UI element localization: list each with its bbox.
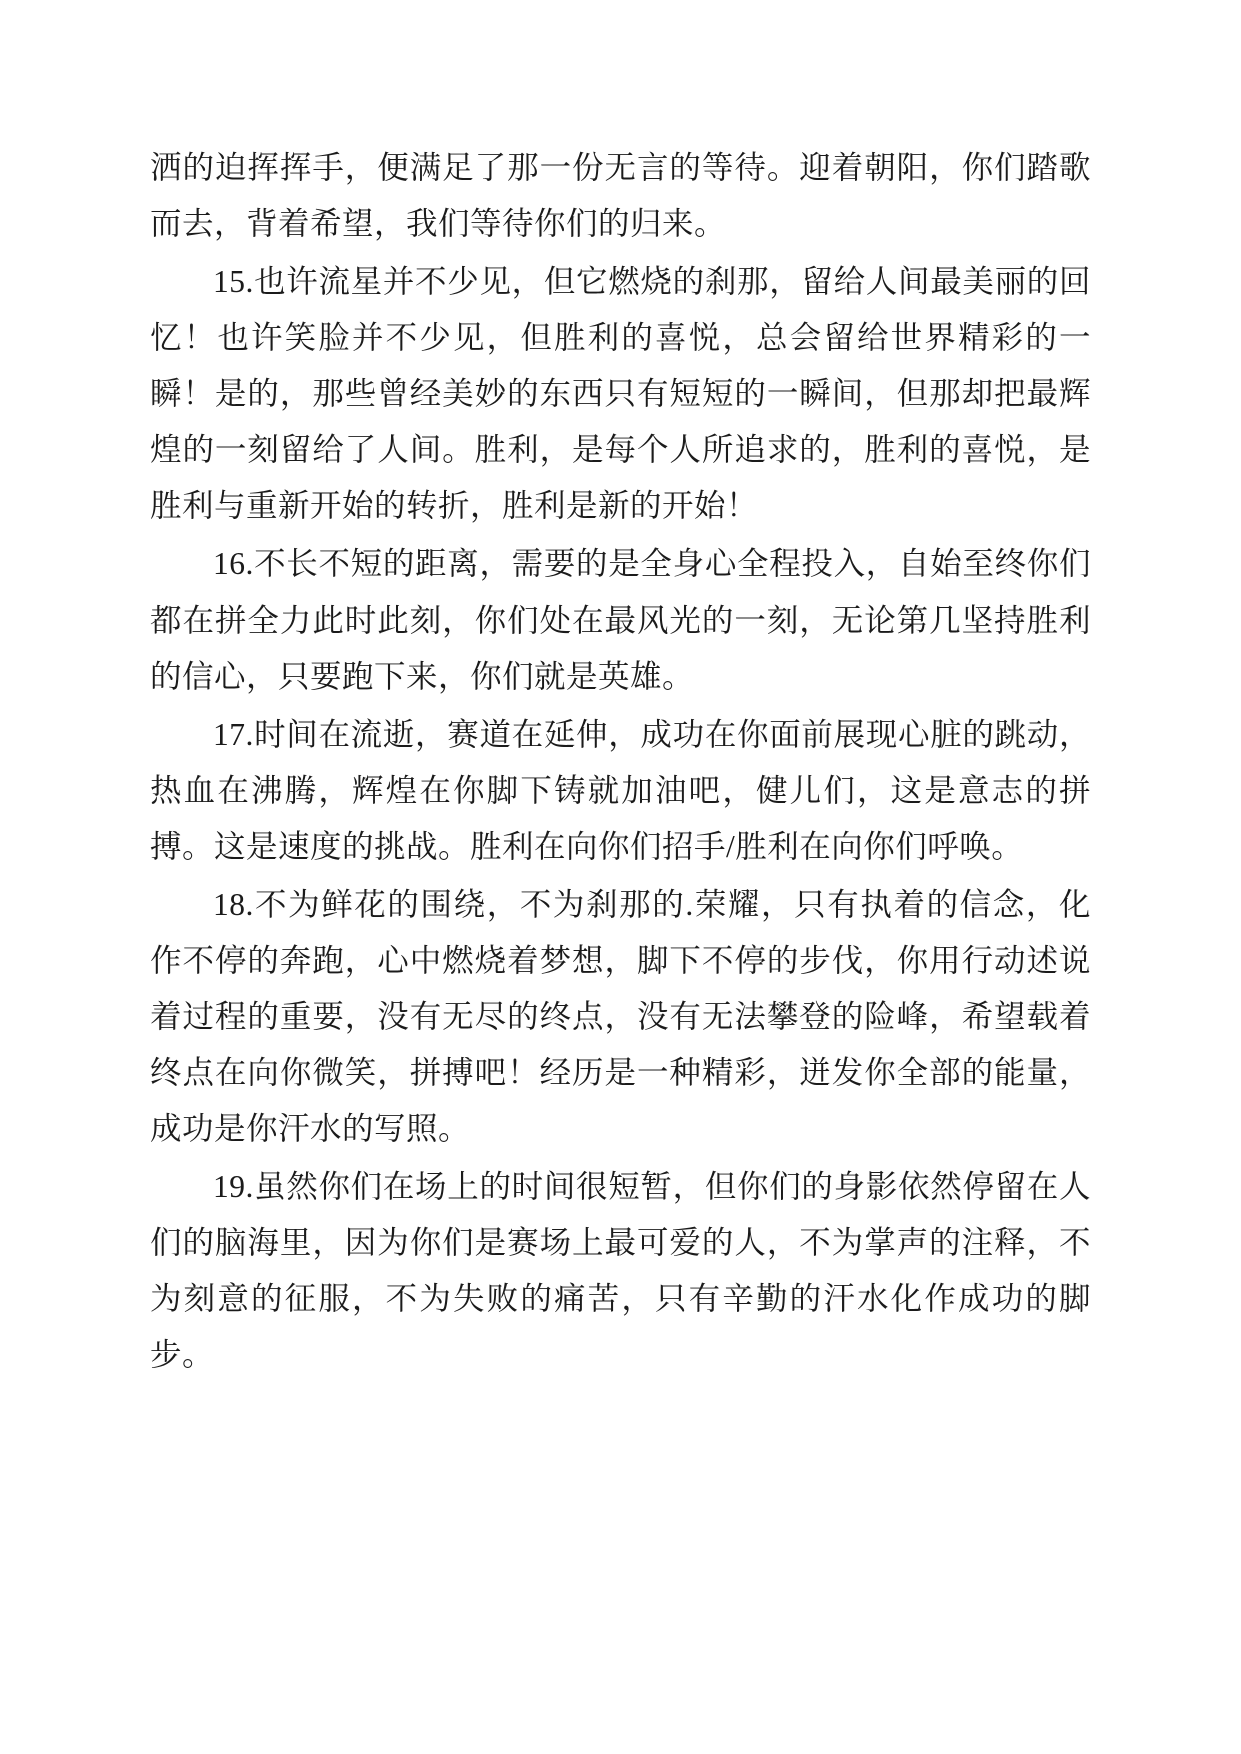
paragraph-17: 17.时间在流逝，赛道在延伸，成功在你面前展现心脏的跳动，热血在沸腾，辉煌在你脚下铸就加油吧，健儿们，这是意志的拼搏。这是速度的挑战。胜利在向你们招手/胜利在向你们呼唤。 (150, 716, 1091, 864)
document-body (150, 140, 1091, 1383)
paragraph-16: 16.不长不短的距离，需要的是全身心全程投入，自始至终你们都在拼全力此时此刻，你们处在最风光的一刻，无论第几坚持胜利的信心，只要跑下来，你们就是英雄。 (150, 546, 1091, 694)
paragraph-15: 15.也许流星并不少见，但它燃烧的刹那，留给人间最美丽的回忆！也许笑脸并不少见，但胜利的喜悦，总会留给世界精彩的一瞬！是的，那些曾经美妙的东西只有短短的一瞬间，但那却把最辉煌的一刻留给了人间。胜利，是每个人所追求的，胜利的喜悦，是胜利与重新开始的转折，胜利是新的开始！ (150, 264, 1091, 524)
paragraph-18: 18.不为鲜花的围绕，不为刹那的.荣耀，只有执着的信念，化作不停的奔跑，心中燃烧着梦想，脚下不停的步伐，你用行动述说着过程的重要，没有无尽的终点，没有无法攀登的险峰，希望载着终点在向你微笑，拼搏吧！经历是一种精彩，迸发你全部的能量，成功是你汗水的写照。 (150, 886, 1091, 1147)
paragraph-continuation: 洒的迫挥挥手，便满足了那一份无言的等待。迎着朝阳，你们踏歌而去，背着希望，我们等待你们的归来。 (150, 150, 1091, 242)
paragraph-19: 19.虽然你们在场上的时间很短暂，但你们的身影依然停留在人们的脑海里，因为你们是赛场上最可爱的人，不为掌声的注释，不为刻意的征服，不为失败的痛苦，只有辛勤的汗水化作成功的脚步。 (150, 1169, 1091, 1373)
